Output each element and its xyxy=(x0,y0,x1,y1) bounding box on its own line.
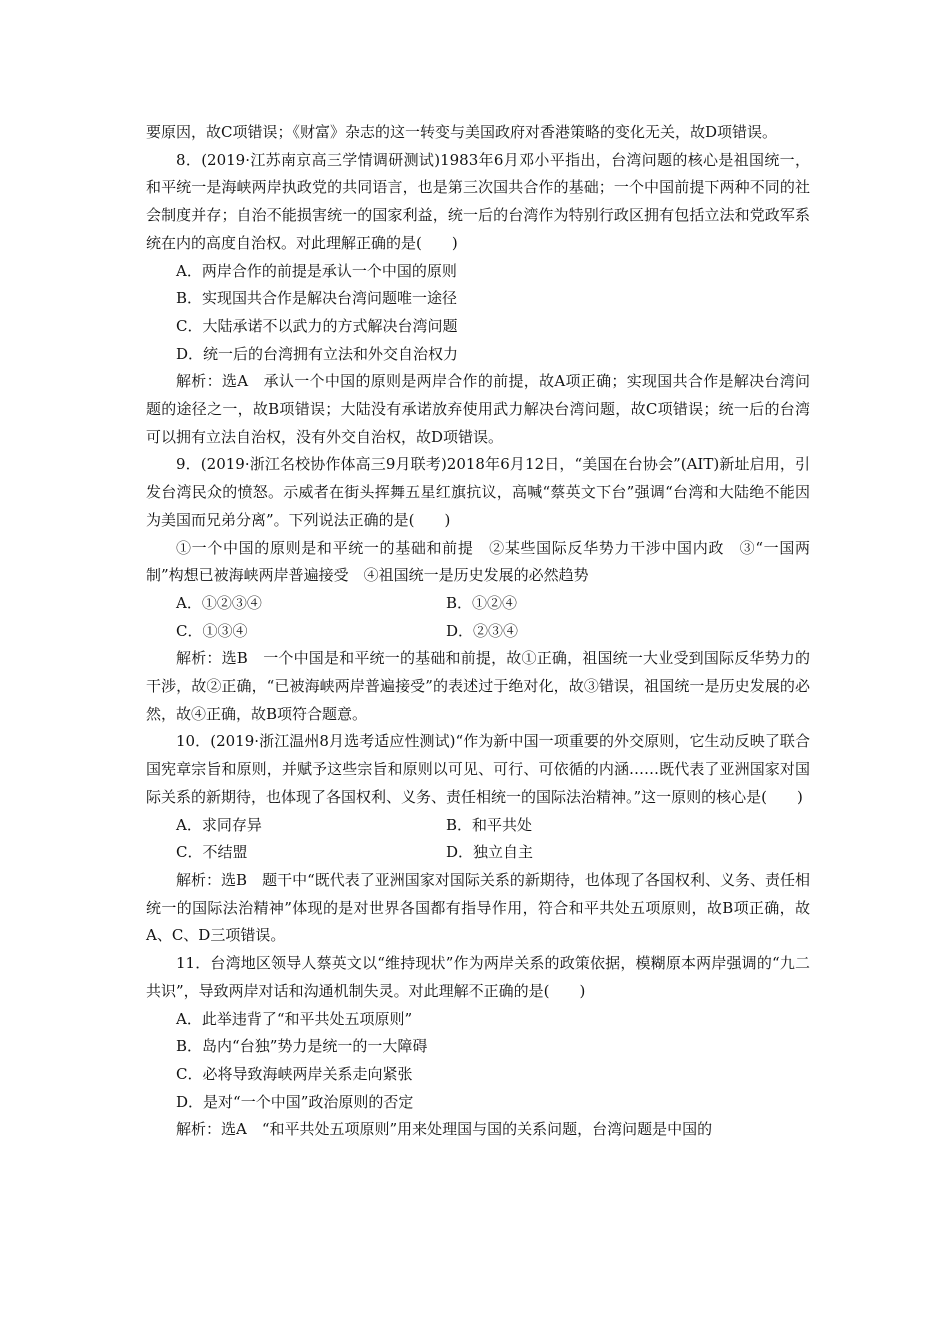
options-row xyxy=(146,812,810,840)
option-b: B．岛内“台独”势力是统一的一大障碍 xyxy=(176,1037,428,1056)
option-b: B．实现国共合作是解决台湾问题唯一途径 xyxy=(176,289,458,308)
option-c: C．①③④ xyxy=(176,621,248,640)
question-stem: 11．台湾地区领导人蔡英文以“维持现状”作为两岸关系的政策依据，模糊原本两岸强调的“九二共识”，导致两岸对话和沟通机制失灵。对此理解不正确的是( ) xyxy=(146,954,810,1000)
option-c: C．必将导致海峡两岸关系走向紧张 xyxy=(176,1064,413,1083)
question-8 xyxy=(146,147,810,452)
question-9 xyxy=(146,451,810,728)
options-row xyxy=(146,590,810,618)
options-row xyxy=(146,618,810,646)
option-c: C．大陆承诺不以武力的方式解决台湾问题 xyxy=(176,316,458,335)
question-11 xyxy=(146,950,810,1144)
options-row xyxy=(146,839,810,867)
statements-text: ①一个中国的原则是和平统一的基础和前提 ②某些国际反华势力干涉中国内政 ③“一国两制”构想已被海峡两岸普遍接受 ④祖国统一是历史发展的必然趋势 xyxy=(146,538,810,585)
analysis-text: 解析：选B 题干中“既代表了亚洲国家对国际关系的新期待，也体现了各国权利、义务、责任相统一的国际法治精神”体现的是对世界各国都有指导作用，符合和平共处五项原则，故B项正确，故A、C、D三项错误。 xyxy=(146,870,810,945)
question-stem: 9．(2019·浙江名校协作体高三9月联考)2018年6月12日，“美国在台协会”(AIT)新址启用，引发台湾民众的愤怒。示威者在街头挥舞五星红旗抗议，高喊“蔡英文下台”强调“台湾和大陆绝不能因为美国而兄弟分离”。下列说法正确的是( ) xyxy=(146,455,810,529)
option-d: D．②③④ xyxy=(446,621,519,640)
option-b: B．①②④ xyxy=(446,593,518,612)
document-page xyxy=(146,119,810,1144)
option-b: B．和平共处 xyxy=(446,815,533,834)
question-10 xyxy=(146,728,810,950)
question-stem: 8．(2019·江苏南京高三学情调研测试)1983年6月邓小平指出，台湾问题的核心是祖国统一，和平统一是海峡两岸执政党的共同语言，也是第三次国共合作的基础；一个中国前提下两种不同的社会制度并存；自治不能损害统一的国家利益，统一后的台湾作为特别行政区拥有包括立法和党政军系统在内的高度自治权。对此理解正确的是( ) xyxy=(146,150,810,252)
intro-text: 要原因，故C项错误；《财富》杂志的这一转变与美国政府对香港策略的变化无关，故D项错误。 xyxy=(146,123,778,141)
option-d: D．统一后的台湾拥有立法和外交自治权力 xyxy=(176,344,459,363)
option-a: A．①②③④ xyxy=(176,593,262,612)
option-d: D．独立自主 xyxy=(446,843,534,862)
option-c: C．不结盟 xyxy=(176,843,248,862)
option-d: D．是对“一个中国”政治原则的否定 xyxy=(176,1092,414,1111)
analysis-text: 解析：选A 承认一个中国的原则是两岸合作的前提，故A项正确；实现国共合作是解决台湾问题的途径之一，故B项错误；大陆没有承诺放弃使用武力解决台湾问题，故C项错误；统一后的台湾可以拥有立法自治权，没有外交自治权，故D项错误。 xyxy=(146,372,810,446)
option-a: A．求同存异 xyxy=(176,815,262,834)
option-a: A．此举违背了“和平共处五项原则” xyxy=(176,1009,413,1028)
analysis-text: 解析：选A “和平共处五项原则”用来处理国与国的关系问题，台湾问题是中国的 xyxy=(176,1120,713,1139)
analysis-text: 解析：选B 一个中国是和平统一的基础和前提，故①正确，祖国统一大业受到国际反华势力的干涉，故②正确，“已被海峡两岸普遍接受”的表述过于绝对化，故③错误，祖国统一是历史发展的必然，故④正确，故B项符合题意。 xyxy=(146,649,810,723)
option-a: A．两岸合作的前提是承认一个中国的原则 xyxy=(176,261,457,280)
question-stem: 10．(2019·浙江温州8月选考适应性测试)“作为新中国一项重要的外交原则，它生动反映了联合国宪章宗旨和原则，并赋予这些宗旨和原则以可见、可行、可依循的内涵……既代表了亚洲国家对国际关系的新期待，也体现了各国权利、义务、责任相统一的国际法治精神。”这一原则的核心是( ) xyxy=(146,732,810,806)
